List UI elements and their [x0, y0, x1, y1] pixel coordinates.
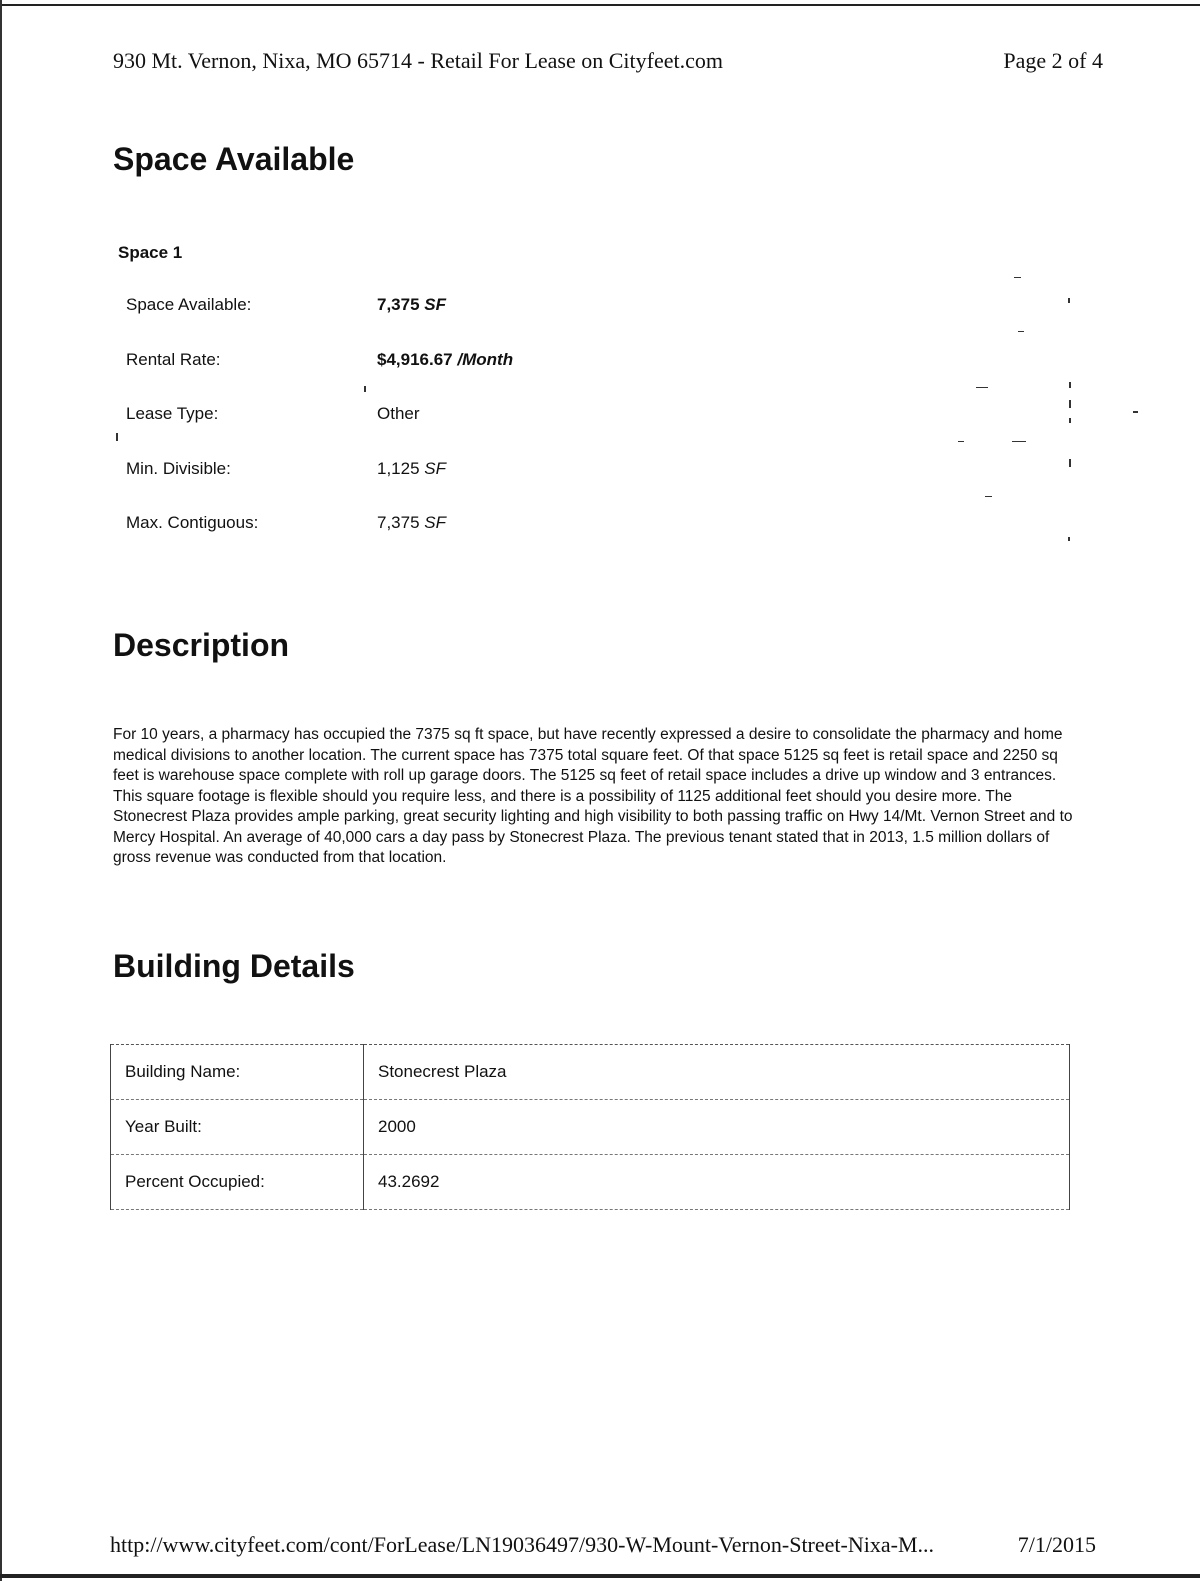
- space-row-value: 7,375: [377, 295, 420, 314]
- space-row-unit: /Month: [457, 350, 514, 369]
- page-url: http://www.cityfeet.com/cont/ForLease/LN19036497/930-W-Mount-Vernon-Street-Nixa-M...: [110, 1532, 935, 1557]
- table-row: [111, 1155, 1070, 1210]
- page-number: Page 2 of 4: [1003, 48, 1103, 73]
- scan-edge-bottom: [0, 1574, 1200, 1578]
- space-row-max-contiguous: [126, 513, 446, 533]
- scan-speck: [1069, 418, 1071, 423]
- space-row-value: 1,125: [377, 459, 420, 478]
- description-text: For 10 years, a pharmacy has occupied the 7375 sq ft space, but have recently expressed a desire to consolidate the pharmacy and home medical divisions to another location. The current space has 7375 total square feet. Of that space 5125 sq feet is retail space and 2250 sq feet is warehouse space complete with roll up garage doors. The 5125 sq feet of retail space includes a drive up window and 3 entrances. This square footage is flexible should you require less, and there is a possibility of 1125 additional feet should you desire more. The Stonecrest Plaza provides ample parking, great security lighting and high visibility to both passing traffic on Hwy 14/Mt. Vernon Street and to Mercy Hospital. An average of 40,000 cars a day pass by Stonecrest Plaza. The previous tenant stated that in 2013, 1.5 million dollars of gross revenue was conducted from that location.: [113, 726, 1073, 866]
- building-label: Year Built:: [111, 1100, 364, 1155]
- space-title: Space 1: [118, 243, 183, 262]
- scan-speck: [364, 386, 366, 392]
- building-label: Building Name:: [111, 1045, 364, 1100]
- scan-speck: [1068, 537, 1070, 541]
- building-value: Stonecrest Plaza: [364, 1045, 1070, 1100]
- scan-speck: [1012, 441, 1026, 442]
- scan-speck: [1133, 411, 1138, 413]
- scan-speck: [1018, 331, 1024, 332]
- scan-speck: [1069, 382, 1071, 388]
- scan-speck: [976, 387, 988, 388]
- space-row-space-available: [126, 295, 446, 315]
- space-row-unit: SF: [424, 459, 447, 478]
- print-header: [113, 48, 1103, 74]
- scan-speck: [985, 496, 992, 497]
- scan-speck: [116, 433, 118, 441]
- space-available-heading: Space Available: [113, 141, 355, 177]
- print-footer: [110, 1532, 1096, 1558]
- page-title: 930 Mt. Vernon, Nixa, MO 65714 - Retail For Lease on Cityfeet.com: [113, 48, 723, 73]
- table-row: [111, 1100, 1070, 1155]
- building-label: Percent Occupied:: [111, 1155, 364, 1210]
- space-row-value: 7,375: [377, 513, 420, 532]
- scan-speck: [1014, 277, 1021, 278]
- scan-speck: [958, 441, 964, 442]
- building-value: 2000: [364, 1100, 1070, 1155]
- building-details-heading: Building Details: [113, 948, 355, 984]
- space-row-value: $4,916.67: [377, 350, 453, 369]
- space-row-unit: SF: [424, 513, 447, 532]
- space-row-min-divisible: [126, 459, 446, 479]
- scan-edge-top: [0, 4, 1200, 6]
- space-row-label: Rental Rate:: [126, 350, 221, 369]
- space-row-value: Other: [377, 404, 420, 423]
- space-row-lease-type: [126, 404, 420, 424]
- space-row-label: Min. Divisible:: [126, 459, 231, 478]
- scan-speck: [1069, 459, 1071, 467]
- table-row: [111, 1045, 1070, 1100]
- building-details-table: [110, 1044, 1070, 1210]
- space-row-label: Max. Contiguous:: [126, 513, 259, 532]
- space-row-rental-rate: [126, 350, 513, 370]
- space-row-label: Space Available:: [126, 295, 252, 314]
- description-heading: Description: [113, 627, 290, 663]
- scan-speck: [1068, 298, 1070, 303]
- building-value: 43.2692: [364, 1155, 1070, 1210]
- print-date: 7/1/2015: [1017, 1532, 1096, 1557]
- scan-edge-left: [0, 0, 2, 1581]
- space-row-label: Lease Type:: [126, 404, 219, 423]
- space-row-unit: SF: [424, 295, 447, 314]
- scan-speck: [1069, 400, 1071, 408]
